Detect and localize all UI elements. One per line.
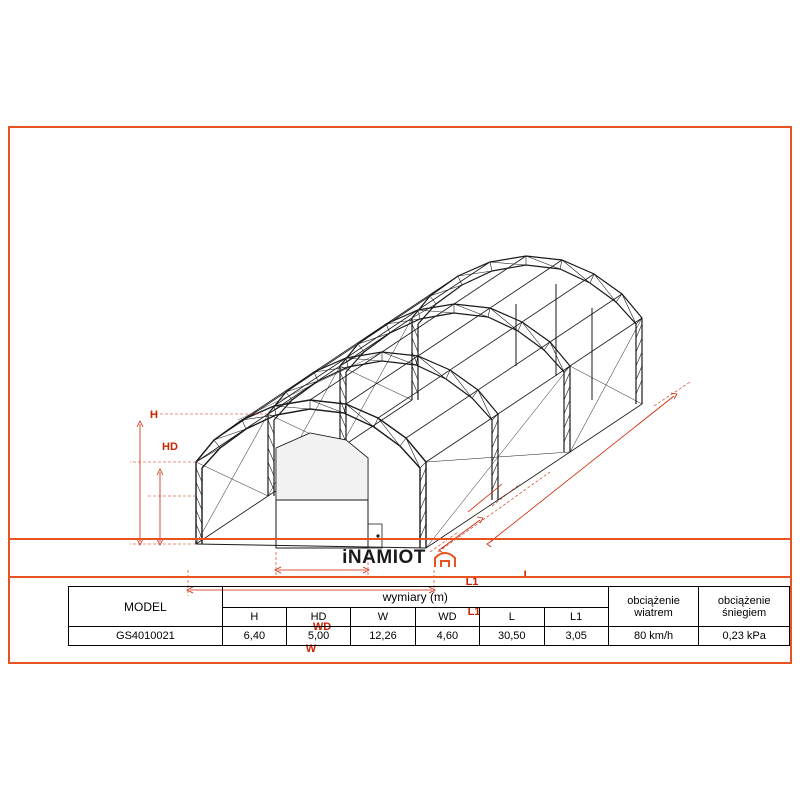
subheader-L1: L1	[544, 608, 608, 627]
value-L: 30,50	[479, 627, 544, 646]
value-snow: 0,23 kPa	[699, 627, 790, 646]
subheader-L: L	[479, 608, 544, 627]
value-wind: 80 km/h	[608, 627, 699, 646]
header-wind-line1: obciążenie	[627, 594, 680, 607]
value-W: 12,26	[351, 627, 416, 646]
specification-table	[68, 586, 790, 646]
value-WD: 4,60	[415, 627, 479, 646]
value-HD: 5,00	[286, 627, 350, 646]
brand-logo	[342, 547, 458, 569]
subheader-H: H	[222, 608, 286, 627]
value-L1: 3,05	[544, 627, 608, 646]
label-L1-upper: L1	[465, 576, 479, 588]
brand-name-prefix: i	[342, 547, 348, 568]
label-L1: L1	[467, 606, 481, 618]
header-model: MODEL	[69, 587, 223, 627]
subheader-W: W	[351, 608, 416, 627]
brand-band	[10, 540, 790, 576]
header-wind	[608, 587, 699, 627]
tent-roof-icon	[432, 547, 458, 569]
value-H: 6,40	[222, 627, 286, 646]
label-H: H	[150, 409, 158, 421]
label-WD: WD	[312, 621, 332, 633]
header-snow-line2: śniegiem	[722, 606, 767, 619]
header-snow	[699, 587, 790, 627]
label-W: W	[305, 643, 317, 655]
table-header-row	[69, 587, 790, 608]
divider-bottom	[10, 576, 790, 578]
header-wind-line2: wiatrem	[634, 606, 673, 619]
drawing-sheet	[8, 126, 792, 664]
subheader-WD: WD	[415, 608, 479, 627]
brand-name-main: NAMIOT	[347, 547, 426, 568]
value-model: GS4010021	[69, 627, 223, 646]
brand-name	[342, 547, 426, 569]
header-snow-line1: obciążenie	[717, 594, 771, 607]
table-value-row	[69, 627, 790, 646]
subheader-HD: HD	[286, 608, 350, 627]
label-HD: HD	[162, 441, 178, 453]
label-L: L	[523, 569, 531, 581]
header-dimensions: wymiary (m)	[222, 587, 608, 608]
